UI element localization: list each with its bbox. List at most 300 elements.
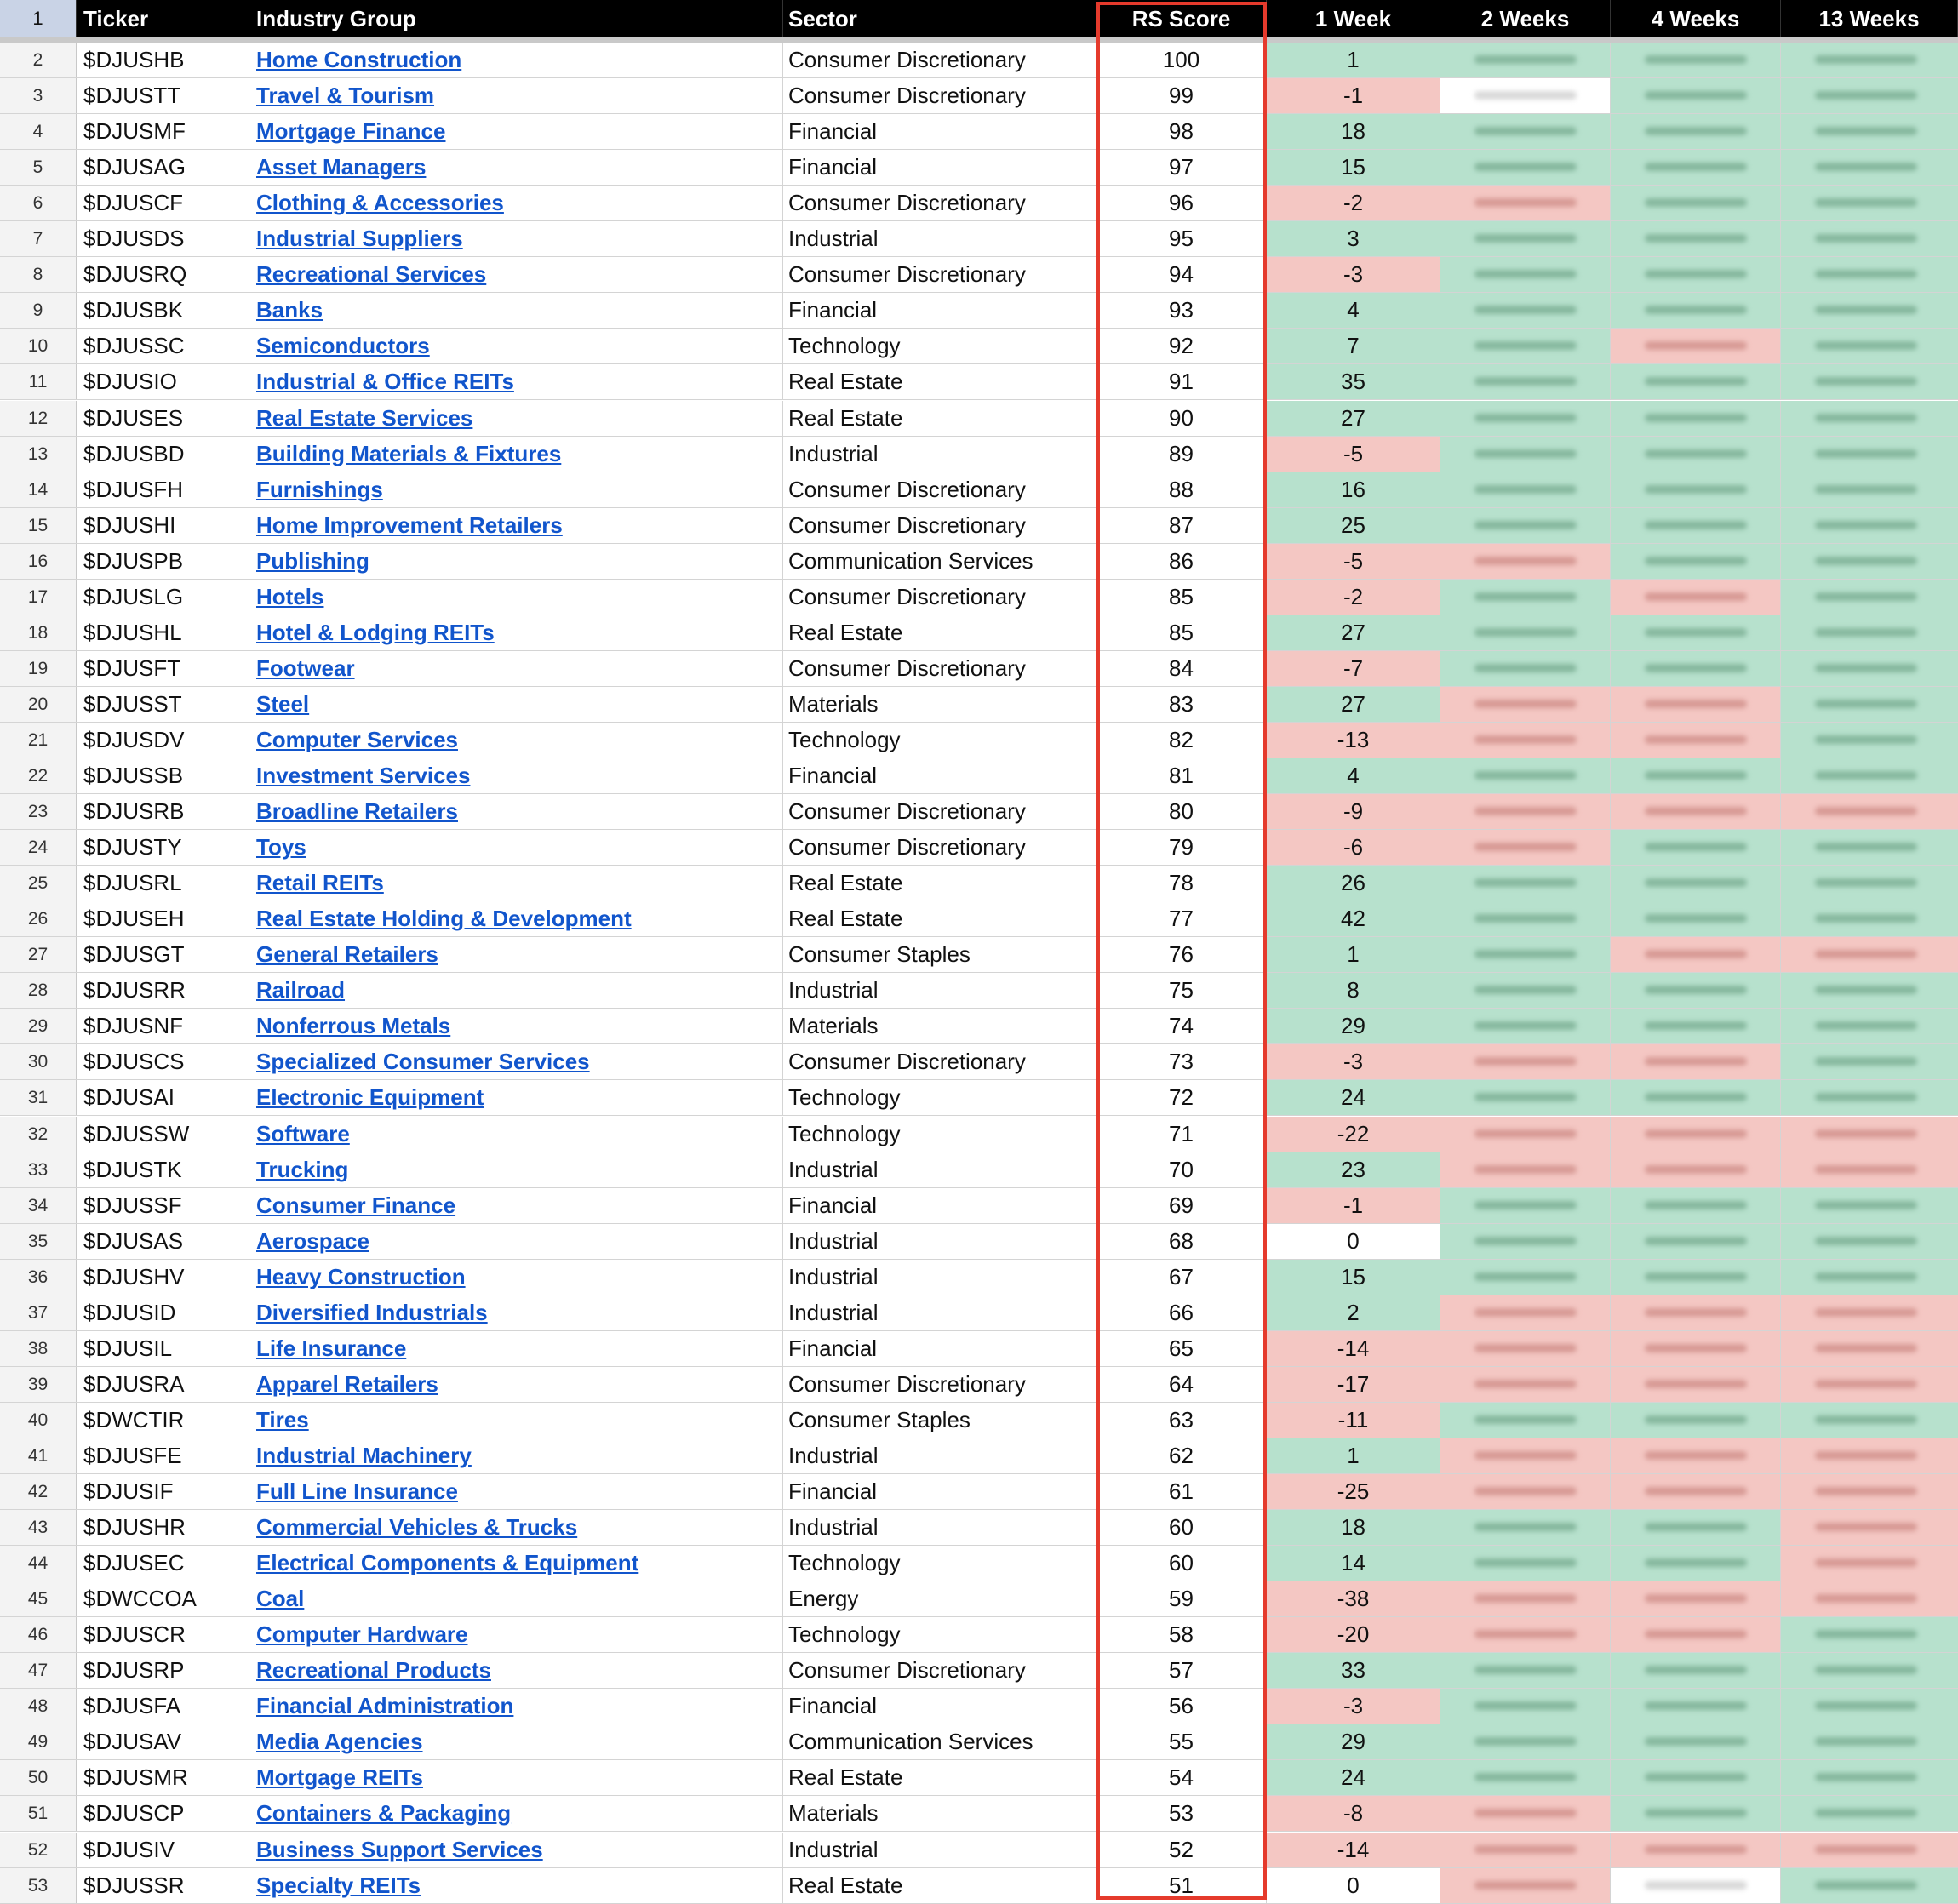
week1-change-cell[interactable]: 33 (1267, 1653, 1440, 1688)
week2-change-cell[interactable] (1440, 723, 1611, 758)
week4-change-cell[interactable] (1611, 1724, 1781, 1759)
sector-cell[interactable]: Consumer Discretionary (783, 651, 1096, 686)
rs-score-cell[interactable]: 57 (1096, 1653, 1267, 1688)
week1-change-cell[interactable]: 29 (1267, 1724, 1440, 1759)
industry-group-cell[interactable] (249, 114, 783, 149)
row-number[interactable]: 12 (0, 401, 77, 436)
week13-change-cell[interactable] (1781, 723, 1958, 758)
industry-group-link[interactable]: Banks (256, 297, 323, 323)
week4-change-cell[interactable] (1611, 186, 1781, 220)
week4-change-cell[interactable] (1611, 1295, 1781, 1330)
week1-change-cell[interactable]: -3 (1267, 1044, 1440, 1079)
sector-cell[interactable]: Consumer Discretionary (783, 1044, 1096, 1079)
week4-change-cell[interactable] (1611, 1581, 1781, 1616)
rs-score-cell[interactable]: 98 (1096, 114, 1267, 149)
sector-cell[interactable]: Consumer Discretionary (783, 186, 1096, 220)
rs-score-cell[interactable]: 84 (1096, 651, 1267, 686)
industry-group-link[interactable]: Aerospace (256, 1227, 369, 1254)
row-number[interactable]: 26 (0, 901, 77, 936)
sector-cell[interactable]: Industrial (783, 1152, 1096, 1187)
row-number[interactable]: 51 (0, 1796, 77, 1831)
rs-score-cell[interactable]: 55 (1096, 1724, 1267, 1759)
industry-group-link[interactable]: Coal (256, 1586, 305, 1612)
week2-change-cell[interactable] (1440, 1760, 1611, 1795)
industry-group-cell[interactable] (249, 1581, 783, 1616)
week13-change-cell[interactable] (1781, 1760, 1958, 1795)
industry-group-cell[interactable] (249, 580, 783, 615)
week2-change-cell[interactable] (1440, 830, 1611, 865)
week2-change-cell[interactable] (1440, 150, 1611, 185)
ticker-cell[interactable]: $DJUSFH (77, 472, 249, 507)
week1-change-cell[interactable]: -20 (1267, 1617, 1440, 1652)
row-number[interactable]: 50 (0, 1760, 77, 1795)
row-number[interactable]: 9 (0, 293, 77, 328)
week1-change-cell[interactable]: 29 (1267, 1009, 1440, 1043)
sector-cell[interactable]: Consumer Discretionary (783, 472, 1096, 507)
week4-change-cell[interactable] (1611, 150, 1781, 185)
rs-score-cell[interactable]: 52 (1096, 1833, 1267, 1867)
week4-change-cell[interactable] (1611, 508, 1781, 543)
rs-score-cell[interactable]: 64 (1096, 1367, 1267, 1402)
industry-group-cell[interactable] (249, 1653, 783, 1688)
industry-group-cell[interactable] (249, 1367, 783, 1402)
week13-change-cell[interactable] (1781, 1188, 1958, 1223)
row-number[interactable]: 7 (0, 221, 77, 256)
week13-change-cell[interactable] (1781, 1581, 1958, 1616)
week1-change-cell[interactable]: 18 (1267, 114, 1440, 149)
week1-change-cell[interactable]: 25 (1267, 508, 1440, 543)
week4-change-cell[interactable] (1611, 257, 1781, 292)
week2-change-cell[interactable] (1440, 257, 1611, 292)
rs-score-cell[interactable]: 75 (1096, 973, 1267, 1008)
week4-change-cell[interactable] (1611, 723, 1781, 758)
industry-group-link[interactable]: Computer Hardware (256, 1621, 468, 1648)
ticker-cell[interactable]: $DJUSAV (77, 1724, 249, 1759)
industry-group-cell[interactable] (249, 1044, 783, 1079)
industry-group-link[interactable]: Industrial & Office REITs (256, 369, 514, 395)
industry-group-cell[interactable] (249, 830, 783, 865)
week1-change-cell[interactable]: 15 (1267, 1260, 1440, 1295)
row-number[interactable]: 43 (0, 1510, 77, 1545)
sector-cell[interactable]: Industrial (783, 437, 1096, 472)
rs-score-cell[interactable]: 82 (1096, 723, 1267, 758)
week2-change-cell[interactable] (1440, 937, 1611, 972)
week1-change-cell[interactable]: 27 (1267, 401, 1440, 436)
sector-cell[interactable]: Real Estate (783, 866, 1096, 901)
week13-change-cell[interactable] (1781, 1438, 1958, 1473)
ticker-cell[interactable]: $DJUSFA (77, 1689, 249, 1724)
week4-change-cell[interactable] (1611, 1080, 1781, 1115)
week2-change-cell[interactable] (1440, 1295, 1611, 1330)
ticker-cell[interactable]: $DJUSTT (77, 78, 249, 113)
rs-score-cell[interactable]: 58 (1096, 1617, 1267, 1652)
industry-group-link[interactable]: Clothing & Accessories (256, 190, 504, 216)
ticker-cell[interactable]: $DJUSHV (77, 1260, 249, 1295)
week2-change-cell[interactable] (1440, 1581, 1611, 1616)
sector-cell[interactable]: Consumer Discretionary (783, 794, 1096, 829)
week4-change-cell[interactable] (1611, 580, 1781, 615)
row-number[interactable]: 17 (0, 580, 77, 615)
week13-change-cell[interactable] (1781, 1331, 1958, 1366)
sector-cell[interactable]: Technology (783, 1617, 1096, 1652)
industry-group-link[interactable]: Software (256, 1120, 350, 1146)
row-number[interactable]: 14 (0, 472, 77, 507)
sector-cell[interactable]: Industrial (783, 973, 1096, 1008)
industry-group-cell[interactable] (249, 866, 783, 901)
week1-change-cell[interactable]: 24 (1267, 1760, 1440, 1795)
week1-change-cell[interactable]: -11 (1267, 1403, 1440, 1438)
row-number[interactable]: 3 (0, 78, 77, 113)
industry-group-link[interactable]: Railroad (256, 977, 346, 1003)
industry-group-link[interactable]: Travel & Tourism (256, 83, 435, 109)
sector-cell[interactable]: Real Estate (783, 401, 1096, 436)
rs-score-cell[interactable]: 66 (1096, 1295, 1267, 1330)
rs-score-cell[interactable]: 92 (1096, 329, 1267, 363)
ticker-cell[interactable]: $DJUSRQ (77, 257, 249, 292)
ticker-cell[interactable]: $DJUSGT (77, 937, 249, 972)
week4-change-cell[interactable] (1611, 1474, 1781, 1509)
sector-cell[interactable]: Consumer Discretionary (783, 580, 1096, 615)
week4-change-cell[interactable] (1611, 615, 1781, 650)
week2-change-cell[interactable] (1440, 615, 1611, 650)
industry-group-link[interactable]: Industrial Suppliers (256, 226, 463, 252)
week1-change-cell[interactable]: 1 (1267, 937, 1440, 972)
week1-change-cell[interactable]: -38 (1267, 1581, 1440, 1616)
industry-group-link[interactable]: Furnishings (256, 476, 383, 502)
week2-change-cell[interactable] (1440, 43, 1611, 77)
week13-change-cell[interactable] (1781, 1044, 1958, 1079)
industry-group-cell[interactable] (249, 293, 783, 328)
sector-cell[interactable]: Industrial (783, 1295, 1096, 1330)
week4-change-cell[interactable] (1611, 43, 1781, 77)
week1-change-cell[interactable]: 26 (1267, 866, 1440, 901)
week2-change-cell[interactable] (1440, 364, 1611, 399)
week4-change-cell[interactable] (1611, 114, 1781, 149)
row-number[interactable]: 30 (0, 1044, 77, 1079)
ticker-cell[interactable]: $DJUSSR (77, 1868, 249, 1903)
sector-cell[interactable]: Industrial (783, 1833, 1096, 1867)
industry-group-link[interactable]: Full Line Insurance (256, 1478, 458, 1504)
week13-change-cell[interactable] (1781, 1510, 1958, 1545)
week2-change-cell[interactable] (1440, 1617, 1611, 1652)
industry-group-cell[interactable] (249, 758, 783, 793)
week4-change-cell[interactable] (1611, 401, 1781, 436)
industry-group-cell[interactable] (249, 43, 783, 77)
week1-change-cell[interactable]: 8 (1267, 973, 1440, 1008)
week4-change-cell[interactable] (1611, 293, 1781, 328)
rs-score-cell[interactable]: 62 (1096, 1438, 1267, 1473)
row-number[interactable]: 27 (0, 937, 77, 972)
row-number[interactable]: 35 (0, 1224, 77, 1259)
row-number[interactable]: 6 (0, 186, 77, 220)
ticker-cell[interactable]: $DJUSMF (77, 114, 249, 149)
week13-change-cell[interactable] (1781, 1617, 1958, 1652)
row-number[interactable]: 8 (0, 257, 77, 292)
week2-change-cell[interactable] (1440, 794, 1611, 829)
row-number[interactable]: 5 (0, 150, 77, 185)
column-header-4-weeks[interactable]: 4 Weeks (1611, 0, 1781, 37)
ticker-cell[interactable]: $DJUSCS (77, 1044, 249, 1079)
rs-score-cell[interactable]: 65 (1096, 1331, 1267, 1366)
row-number[interactable]: 13 (0, 437, 77, 472)
week1-change-cell[interactable]: -5 (1267, 544, 1440, 579)
week4-change-cell[interactable] (1611, 1367, 1781, 1402)
ticker-cell[interactable]: $DJUSRR (77, 973, 249, 1008)
sector-cell[interactable]: Financial (783, 150, 1096, 185)
week4-change-cell[interactable] (1611, 1653, 1781, 1688)
industry-group-cell[interactable] (249, 364, 783, 399)
ticker-cell[interactable]: $DJUSCR (77, 1617, 249, 1652)
week2-change-cell[interactable] (1440, 973, 1611, 1008)
sector-cell[interactable]: Consumer Discretionary (783, 508, 1096, 543)
column-header-industry-group[interactable]: Industry Group (249, 0, 783, 37)
row-number[interactable]: 10 (0, 329, 77, 363)
rs-score-cell[interactable]: 97 (1096, 150, 1267, 185)
sector-cell[interactable]: Consumer Discretionary (783, 257, 1096, 292)
rs-score-cell[interactable]: 95 (1096, 221, 1267, 256)
ticker-cell[interactable]: $DJUSRL (77, 866, 249, 901)
week1-change-cell[interactable]: -25 (1267, 1474, 1440, 1509)
industry-group-cell[interactable] (249, 1260, 783, 1295)
industry-group-link[interactable]: Trucking (256, 1156, 349, 1182)
week1-change-cell[interactable]: 27 (1267, 615, 1440, 650)
ticker-cell[interactable]: $DJUSDS (77, 221, 249, 256)
week4-change-cell[interactable] (1611, 1438, 1781, 1473)
week13-change-cell[interactable] (1781, 1260, 1958, 1295)
sector-cell[interactable]: Financial (783, 114, 1096, 149)
week13-change-cell[interactable] (1781, 973, 1958, 1008)
ticker-cell[interactable]: $DJUSHL (77, 615, 249, 650)
rs-score-cell[interactable]: 87 (1096, 508, 1267, 543)
week2-change-cell[interactable] (1440, 758, 1611, 793)
sector-cell[interactable]: Materials (783, 1009, 1096, 1043)
row-number[interactable]: 2 (0, 43, 77, 77)
week4-change-cell[interactable] (1611, 1689, 1781, 1724)
week2-change-cell[interactable] (1440, 401, 1611, 436)
rs-score-cell[interactable]: 90 (1096, 401, 1267, 436)
column-header-13-weeks[interactable]: 13 Weeks (1781, 0, 1958, 37)
week1-change-cell[interactable]: 23 (1267, 1152, 1440, 1187)
week13-change-cell[interactable] (1781, 1546, 1958, 1581)
industry-group-link[interactable]: Media Agencies (256, 1729, 423, 1755)
industry-group-link[interactable]: Home Construction (256, 47, 462, 72)
week2-change-cell[interactable] (1440, 1188, 1611, 1223)
sector-cell[interactable]: Financial (783, 1689, 1096, 1724)
week2-change-cell[interactable] (1440, 221, 1611, 256)
row-number[interactable]: 25 (0, 866, 77, 901)
ticker-cell[interactable]: $DJUSSB (77, 758, 249, 793)
ticker-cell[interactable]: $DJUSHI (77, 508, 249, 543)
ticker-cell[interactable]: $DJUSEC (77, 1546, 249, 1581)
industry-group-cell[interactable] (249, 437, 783, 472)
sector-cell[interactable]: Real Estate (783, 1868, 1096, 1903)
industry-group-link[interactable]: Financial Administration (256, 1693, 514, 1719)
rs-score-cell[interactable]: 96 (1096, 186, 1267, 220)
rs-score-cell[interactable]: 86 (1096, 544, 1267, 579)
week2-change-cell[interactable] (1440, 1833, 1611, 1867)
industry-group-cell[interactable] (249, 651, 783, 686)
industry-group-link[interactable]: Real Estate Holding & Development (256, 906, 632, 932)
industry-group-link[interactable]: Tires (256, 1406, 309, 1432)
week2-change-cell[interactable] (1440, 472, 1611, 507)
industry-group-link[interactable]: Broadline Retailers (256, 798, 458, 825)
week1-change-cell[interactable]: 42 (1267, 901, 1440, 936)
week2-change-cell[interactable] (1440, 1044, 1611, 1079)
week1-change-cell[interactable]: -8 (1267, 1796, 1440, 1831)
sector-cell[interactable]: Real Estate (783, 615, 1096, 650)
week1-change-cell[interactable]: 1 (1267, 1438, 1440, 1473)
week2-change-cell[interactable] (1440, 1546, 1611, 1581)
row-number[interactable]: 16 (0, 544, 77, 579)
week13-change-cell[interactable] (1781, 544, 1958, 579)
row-number[interactable]: 53 (0, 1868, 77, 1903)
industry-group-link[interactable]: Real Estate Services (256, 404, 473, 431)
ticker-cell[interactable]: $DJUSRB (77, 794, 249, 829)
industry-group-link[interactable]: Heavy Construction (256, 1263, 466, 1289)
ticker-cell[interactable]: $DJUSIO (77, 364, 249, 399)
sector-cell[interactable]: Financial (783, 1331, 1096, 1366)
week4-change-cell[interactable] (1611, 1833, 1781, 1867)
industry-group-cell[interactable] (249, 1796, 783, 1831)
week4-change-cell[interactable] (1611, 1331, 1781, 1366)
week2-change-cell[interactable] (1440, 1474, 1611, 1509)
rs-score-cell[interactable]: 73 (1096, 1044, 1267, 1079)
week1-change-cell[interactable]: 27 (1267, 687, 1440, 722)
row-number[interactable]: 46 (0, 1617, 77, 1652)
rs-score-cell[interactable]: 60 (1096, 1546, 1267, 1581)
ticker-cell[interactable]: $DJUSES (77, 401, 249, 436)
week1-change-cell[interactable]: 4 (1267, 293, 1440, 328)
industry-group-link[interactable]: Recreational Products (256, 1657, 491, 1684)
week4-change-cell[interactable] (1611, 758, 1781, 793)
ticker-cell[interactable]: $DJUSCP (77, 1796, 249, 1831)
week4-change-cell[interactable] (1611, 973, 1781, 1008)
row-number[interactable]: 52 (0, 1833, 77, 1867)
industry-group-cell[interactable] (249, 723, 783, 758)
week2-change-cell[interactable] (1440, 1403, 1611, 1438)
rs-score-cell[interactable]: 70 (1096, 1152, 1267, 1187)
week1-change-cell[interactable]: -3 (1267, 257, 1440, 292)
sector-cell[interactable]: Consumer Discretionary (783, 78, 1096, 113)
week4-change-cell[interactable] (1611, 1760, 1781, 1795)
week2-change-cell[interactable] (1440, 1117, 1611, 1152)
row-number[interactable]: 20 (0, 687, 77, 722)
week13-change-cell[interactable] (1781, 43, 1958, 77)
rs-score-cell[interactable]: 72 (1096, 1080, 1267, 1115)
ticker-cell[interactable]: $DJUSIF (77, 1474, 249, 1509)
week1-change-cell[interactable]: 35 (1267, 364, 1440, 399)
week4-change-cell[interactable] (1611, 1868, 1781, 1903)
industry-group-cell[interactable] (249, 1080, 783, 1115)
week13-change-cell[interactable] (1781, 257, 1958, 292)
week2-change-cell[interactable] (1440, 901, 1611, 936)
row-number[interactable]: 33 (0, 1152, 77, 1187)
rs-score-cell[interactable]: 78 (1096, 866, 1267, 901)
week13-change-cell[interactable] (1781, 1295, 1958, 1330)
week13-change-cell[interactable] (1781, 651, 1958, 686)
industry-group-cell[interactable] (249, 508, 783, 543)
rs-score-cell[interactable]: 81 (1096, 758, 1267, 793)
rs-score-cell[interactable]: 80 (1096, 794, 1267, 829)
week1-change-cell[interactable]: 0 (1267, 1224, 1440, 1259)
ticker-cell[interactable]: $DJUSDV (77, 723, 249, 758)
industry-group-cell[interactable] (249, 901, 783, 936)
industry-group-link[interactable]: Commercial Vehicles & Trucks (256, 1514, 578, 1541)
week4-change-cell[interactable] (1611, 472, 1781, 507)
row-number-header[interactable]: 1 (0, 0, 77, 37)
week2-change-cell[interactable] (1440, 114, 1611, 149)
industry-group-cell[interactable] (249, 1833, 783, 1867)
industry-group-link[interactable]: Hotel & Lodging REITs (256, 619, 495, 645)
sector-cell[interactable]: Consumer Discretionary (783, 1367, 1096, 1402)
industry-group-cell[interactable] (249, 472, 783, 507)
row-number[interactable]: 41 (0, 1438, 77, 1473)
ticker-cell[interactable]: $DWCCOA (77, 1581, 249, 1616)
row-number[interactable]: 32 (0, 1117, 77, 1152)
industry-group-cell[interactable] (249, 1689, 783, 1724)
column-header-ticker[interactable]: Ticker (77, 0, 249, 37)
week2-change-cell[interactable] (1440, 687, 1611, 722)
week2-change-cell[interactable] (1440, 1724, 1611, 1759)
week13-change-cell[interactable] (1781, 1689, 1958, 1724)
row-number[interactable]: 49 (0, 1724, 77, 1759)
industry-group-link[interactable]: Retail REITs (256, 870, 384, 896)
industry-group-cell[interactable] (249, 687, 783, 722)
week1-change-cell[interactable]: 15 (1267, 150, 1440, 185)
ticker-cell[interactable]: $DJUSAS (77, 1224, 249, 1259)
row-number[interactable]: 44 (0, 1546, 77, 1581)
industry-group-link[interactable]: Electrical Components & Equipment (256, 1550, 639, 1576)
week1-change-cell[interactable]: -14 (1267, 1331, 1440, 1366)
rs-score-cell[interactable]: 89 (1096, 437, 1267, 472)
sector-cell[interactable]: Consumer Discretionary (783, 43, 1096, 77)
week2-change-cell[interactable] (1440, 544, 1611, 579)
rs-score-cell[interactable]: 71 (1096, 1117, 1267, 1152)
rs-score-cell[interactable]: 79 (1096, 830, 1267, 865)
week4-change-cell[interactable] (1611, 1403, 1781, 1438)
rs-score-cell[interactable]: 85 (1096, 615, 1267, 650)
ticker-cell[interactable]: $DJUSBK (77, 293, 249, 328)
week4-change-cell[interactable] (1611, 364, 1781, 399)
rs-score-cell[interactable]: 99 (1096, 78, 1267, 113)
week13-change-cell[interactable] (1781, 1796, 1958, 1831)
week13-change-cell[interactable] (1781, 1117, 1958, 1152)
ticker-cell[interactable]: $DJUSID (77, 1295, 249, 1330)
week1-change-cell[interactable]: 4 (1267, 758, 1440, 793)
industry-group-link[interactable]: Life Insurance (256, 1335, 407, 1361)
week13-change-cell[interactable] (1781, 437, 1958, 472)
week4-change-cell[interactable] (1611, 1152, 1781, 1187)
industry-group-link[interactable]: General Retailers (256, 941, 438, 968)
week13-change-cell[interactable] (1781, 1152, 1958, 1187)
week4-change-cell[interactable] (1611, 794, 1781, 829)
week2-change-cell[interactable] (1440, 866, 1611, 901)
week2-change-cell[interactable] (1440, 1653, 1611, 1688)
week1-change-cell[interactable]: -9 (1267, 794, 1440, 829)
week13-change-cell[interactable] (1781, 186, 1958, 220)
industry-group-link[interactable]: Mortgage Finance (256, 118, 446, 145)
row-number[interactable]: 24 (0, 830, 77, 865)
sector-cell[interactable]: Technology (783, 1546, 1096, 1581)
week13-change-cell[interactable] (1781, 1724, 1958, 1759)
ticker-cell[interactable]: $DJUSRA (77, 1367, 249, 1402)
week13-change-cell[interactable] (1781, 1080, 1958, 1115)
week2-change-cell[interactable] (1440, 580, 1611, 615)
week4-change-cell[interactable] (1611, 1224, 1781, 1259)
row-number[interactable]: 21 (0, 723, 77, 758)
sector-cell[interactable]: Real Estate (783, 1760, 1096, 1795)
industry-group-cell[interactable] (249, 221, 783, 256)
